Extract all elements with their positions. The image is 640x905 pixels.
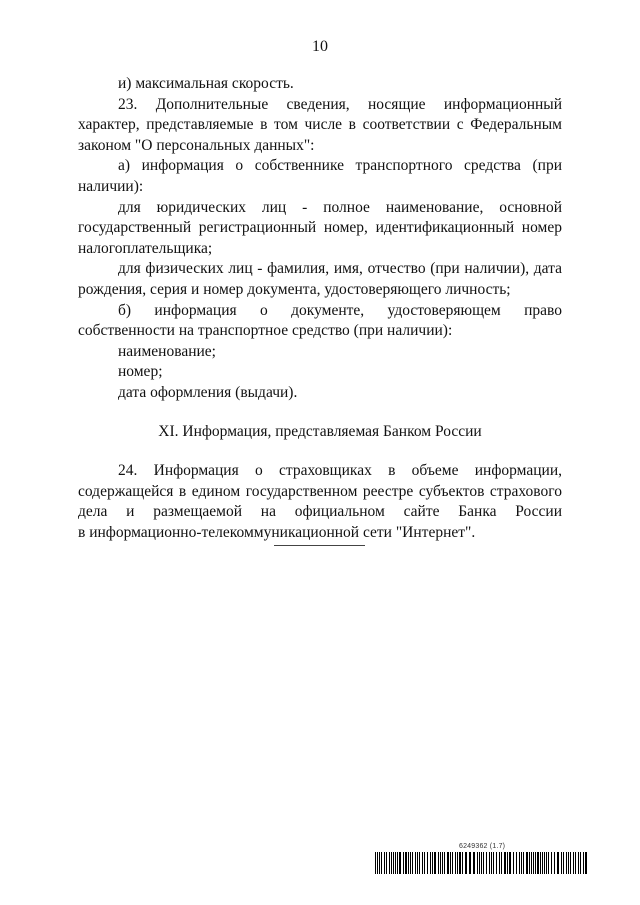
barcode-gap — [587, 852, 588, 874]
paragraph-max-speed: и) максимальная скорость. — [118, 75, 294, 92]
page-number: 10 — [312, 38, 328, 55]
paragraph-individuals: для физических лиц - фамилия, имя, отчество (при наличии), дата рождения, серия и номер документа, удостоверяющего личность; — [78, 260, 562, 298]
paragraph-issue-date: дата оформления (выдачи). — [118, 383, 298, 401]
paragraph-name: наименование; — [118, 342, 216, 360]
paragraph-24-end: в информационно-телекоммуникационной сети "Интернет". — [78, 523, 476, 541]
end-separator — [274, 545, 365, 546]
barcode-caption: 6249362 (1.7) — [459, 843, 506, 850]
paragraph-24: 24. Информация о страховщиках в объеме информации, содержащейся в едином государственном реестре субъектов страхового дела и размещаемой на официальном сайте Банка России — [78, 462, 562, 521]
paragraph-23: 23. Дополнительные сведения, носящие информационный характер, представляемые в том числе в соответствии с Федеральным законом "О персональных данных": — [78, 95, 562, 154]
paragraph-number: номер; — [118, 363, 163, 381]
section-heading: XI. Информация, представляемая Банком России — [158, 422, 482, 440]
barcode — [375, 852, 588, 874]
paragraph-owner-info: а) информация о собственнике транспортного средства (при наличии): — [78, 157, 562, 195]
document-body — [78, 74, 562, 543]
paragraph-ownership-document: б) информация о документе, удостоверяющем право собственности на транспортное средство (при наличии): — [78, 301, 562, 340]
paragraph-legal-entities: для юридических лиц - полное наименование, основной государственный регистрационный номер, идентификационный номер налогоплательщика; — [78, 198, 562, 257]
